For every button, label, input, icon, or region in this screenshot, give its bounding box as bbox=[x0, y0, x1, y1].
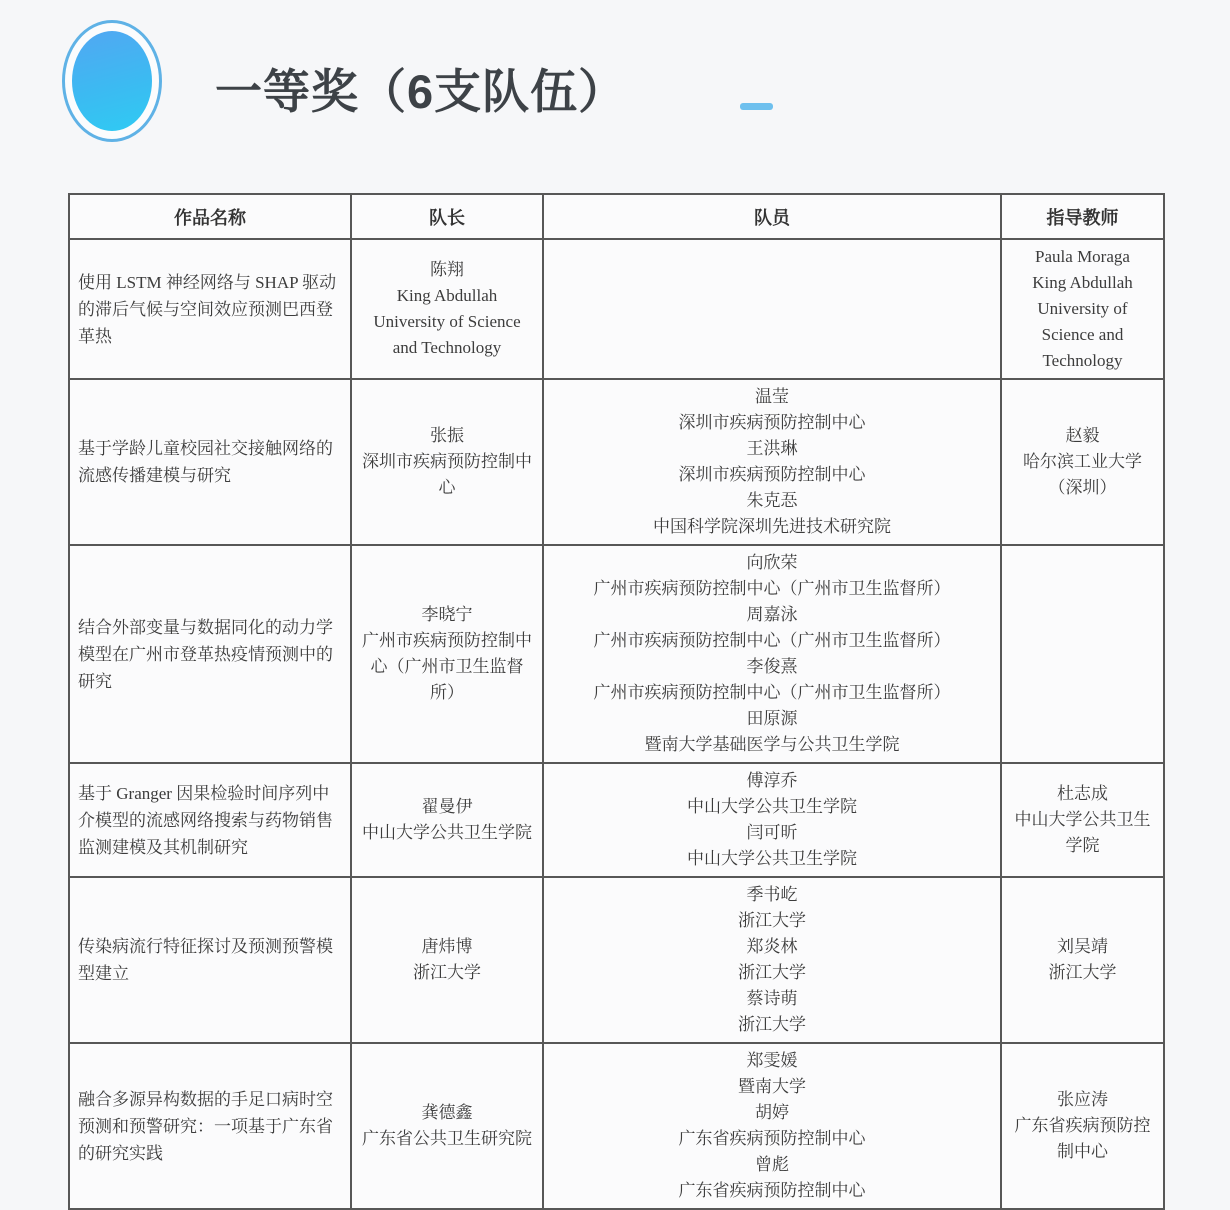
table-row bbox=[69, 877, 1164, 1043]
cell-line: 浙江大学 bbox=[738, 963, 806, 982]
table-header-row bbox=[69, 194, 1164, 239]
work-title-cell: 结合外部变量与数据同化的动力学模型在广州市登革热疫情预测中的研究 bbox=[69, 545, 351, 763]
cell-line: 浙江大学 bbox=[738, 1015, 806, 1034]
team-members-cell bbox=[543, 763, 1001, 877]
cell-line: 郑炎林 bbox=[746, 937, 798, 956]
cell-line: 浙江大学 bbox=[413, 963, 481, 982]
cell-line: 暨南大学基础医学与公共卫生学院 bbox=[644, 735, 900, 754]
work-title-cell: 融合多源异构数据的手足口病时空预测和预警研究：一项基于广东省的研究实践 bbox=[69, 1043, 351, 1209]
team-leader-cell bbox=[351, 1043, 543, 1209]
cell-line: 温莹 bbox=[755, 387, 789, 406]
team-leader-cell bbox=[351, 379, 543, 545]
cell-line: 龚德鑫 bbox=[421, 1103, 473, 1122]
work-title-cell: 使用 LSTM 神经网络与 SHAP 驱动的滞后气候与空间效应预测巴西登革热 bbox=[69, 239, 351, 379]
award-badge-icon bbox=[62, 20, 162, 142]
advisor-cell bbox=[1001, 1043, 1164, 1209]
cell-line: 蔡诗萌 bbox=[746, 989, 798, 1008]
advisor-cell bbox=[1001, 763, 1164, 877]
cell-line: 刘吴靖 bbox=[1057, 937, 1108, 956]
work-title-cell: 传染病流行特征探讨及预测预警模型建立 bbox=[69, 877, 351, 1043]
page-title: 一等奖（6支队伍） bbox=[215, 65, 627, 118]
cell-line: 李俊熹 bbox=[746, 657, 798, 676]
cell-line: 田原源 bbox=[746, 709, 798, 728]
cell-line: 广州市疾病预防控制中心（广州市卫生监督所） bbox=[593, 579, 951, 598]
advisor-cell bbox=[1001, 877, 1164, 1043]
cell-line: 浙江大学 bbox=[738, 911, 806, 930]
team-members-cell bbox=[543, 379, 1001, 545]
team-members-cell bbox=[543, 1043, 1001, 1209]
team-members-cell bbox=[543, 545, 1001, 763]
cell-line: 广东省公共卫生研究院 bbox=[362, 1129, 532, 1148]
cell-line: 傅淳乔 bbox=[746, 771, 798, 790]
cell-line: 张振 bbox=[430, 426, 464, 445]
cell-line: 广州市疾病预防控制中心（广州市卫生监督所） bbox=[362, 631, 532, 702]
cell-line: 赵毅 bbox=[1065, 426, 1100, 445]
award-badge-circle-icon bbox=[72, 31, 152, 131]
work-title-cell: 基于学龄儿童校园社交接触网络的流感传播建模与研究 bbox=[69, 379, 351, 545]
cell-line: Paula Moraga bbox=[1035, 247, 1130, 266]
cell-line: 季书屹 bbox=[746, 885, 798, 904]
cell-line: 曾彪 bbox=[755, 1155, 789, 1174]
cell-line: 广州市疾病预防控制中心（广州市卫生监督所） bbox=[593, 631, 951, 650]
cell-line: 中山大学公共卫生学院 bbox=[687, 849, 857, 868]
table-row bbox=[69, 545, 1164, 763]
col-header-team-leader: 队长 bbox=[351, 194, 543, 239]
cell-line: 周嘉泳 bbox=[746, 605, 798, 624]
col-header-team-members: 队员 bbox=[543, 194, 1001, 239]
table-row bbox=[69, 239, 1164, 379]
cell-line: 深圳市疾病预防控制中心 bbox=[362, 452, 532, 497]
team-members-cell bbox=[543, 877, 1001, 1043]
cell-line: 广州市疾病预防控制中心（广州市卫生监督所） bbox=[593, 683, 951, 702]
cell-line: King Abdullah University of Science and Technology bbox=[1032, 273, 1133, 370]
cell-line: 胡婷 bbox=[755, 1103, 789, 1122]
cell-line: 广东省疾病预防控制中心 bbox=[678, 1181, 866, 1200]
cell-line: 王洪琳 bbox=[746, 439, 798, 458]
cell-line: 向欣荣 bbox=[746, 553, 798, 572]
cell-line: 郑雯媛 bbox=[746, 1051, 798, 1070]
team-leader-cell bbox=[351, 763, 543, 877]
cell-line: 中山大学公共卫生学院 bbox=[362, 823, 532, 842]
cell-line: 广东省疾病预防控制中心 bbox=[678, 1129, 866, 1148]
cell-line: 中国科学院深圳先进技术研究院 bbox=[653, 517, 891, 536]
section-header bbox=[0, 0, 1230, 170]
advisor-cell bbox=[1001, 239, 1164, 379]
table-row bbox=[69, 379, 1164, 545]
cell-line: 中山大学公共卫生学院 bbox=[687, 797, 857, 816]
cell-line: 浙江大学 bbox=[1048, 963, 1117, 982]
cell-line: 中山大学公共卫生学院 bbox=[1014, 810, 1151, 855]
col-header-work-title: 作品名称 bbox=[69, 194, 351, 239]
cell-line: 陈翔 bbox=[430, 260, 464, 279]
cell-line: 翟曼伊 bbox=[421, 797, 473, 816]
cell-line: 朱克忢 bbox=[746, 491, 798, 510]
cell-line: 暨南大学 bbox=[738, 1077, 806, 1096]
advisor-cell bbox=[1001, 545, 1164, 763]
team-members-cell bbox=[543, 239, 1001, 379]
table-row bbox=[69, 1043, 1164, 1209]
cell-line: 唐炜博 bbox=[421, 937, 473, 956]
cell-line: 广东省疾病预防控制中心 bbox=[1014, 1116, 1151, 1161]
cell-line: King Abdullah University of Science and Technology bbox=[373, 286, 521, 357]
cell-line: 深圳市疾病预防控制中心 bbox=[678, 413, 866, 432]
cell-line: 闫可昕 bbox=[746, 823, 798, 842]
awards-table bbox=[68, 193, 1165, 1210]
col-header-advisor: 指导教师 bbox=[1001, 194, 1164, 239]
team-leader-cell bbox=[351, 239, 543, 379]
work-title-cell: 基于 Granger 因果检验时间序列中介模型的流感网络搜索与药物销售监测建模及其机制研究 bbox=[69, 763, 351, 877]
title-dash-icon bbox=[740, 103, 773, 110]
table-row bbox=[69, 763, 1164, 877]
table-body bbox=[69, 239, 1164, 1209]
cell-line: 深圳市疾病预防控制中心 bbox=[678, 465, 866, 484]
team-leader-cell bbox=[351, 545, 543, 763]
cell-line: 李晓宁 bbox=[421, 605, 473, 624]
advisor-cell bbox=[1001, 379, 1164, 545]
cell-line: 张应涛 bbox=[1057, 1090, 1108, 1109]
team-leader-cell bbox=[351, 877, 543, 1043]
cell-line: 哈尔滨工业大学（深圳） bbox=[1023, 452, 1142, 497]
cell-line: 杜志成 bbox=[1057, 784, 1108, 803]
